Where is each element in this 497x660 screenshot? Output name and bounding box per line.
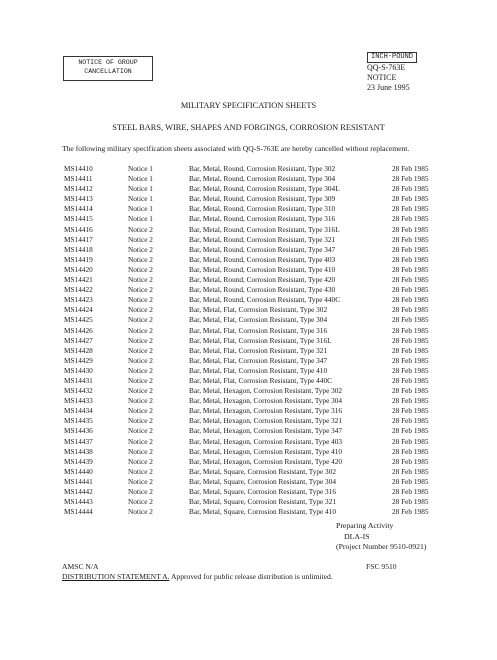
sheet-date: 28 Feb 1985 <box>392 436 429 446</box>
sheet-description: Bar, Metal, Hexagon, Corrosion Resistant, Type 304 <box>189 396 343 406</box>
notice-number: Notice 2 <box>128 426 153 436</box>
cancelled-sheets-table <box>64 164 444 517</box>
sheet-date: 28 Feb 1985 <box>392 507 429 517</box>
spec-sheet-number: MS14430 <box>64 365 93 375</box>
table-row <box>64 326 444 336</box>
notice-box-line2: CANCELLATION <box>84 68 132 75</box>
document-title: MILITARY SPECIFICATION SHEETS <box>180 101 317 110</box>
sheet-description: Bar, Metal, Hexagon, Corrosion Resistant, Type 302 <box>189 386 343 396</box>
table-row <box>64 346 444 356</box>
notice-number: Notice 2 <box>128 436 153 446</box>
sheet-date: 28 Feb 1985 <box>392 365 429 375</box>
table-row <box>64 336 444 346</box>
notice-number: Notice 2 <box>128 295 153 305</box>
sheet-description: Bar, Metal, Round, Corrosion Resistant, Type 347 <box>189 244 336 254</box>
table-row <box>64 447 444 457</box>
notice-number: Notice 2 <box>128 264 153 274</box>
preparing-activity-org: DLA-IS <box>344 531 370 541</box>
table-row <box>64 426 444 436</box>
sheet-description: Bar, Metal, Hexagon, Corrosion Resistant, Type 321 <box>189 416 343 426</box>
table-row <box>64 477 444 487</box>
notice-number: Notice 2 <box>128 446 153 456</box>
distribution-statement-text: Approved for public release distribution is unlimited. <box>169 572 333 581</box>
sheet-description: Bar, Metal, Square, Corrosion Resistant, Type 304 <box>189 476 337 486</box>
table-row <box>64 487 444 497</box>
table-row <box>64 225 444 235</box>
sheet-description: Bar, Metal, Round, Corrosion Resistant, Type 304 <box>189 174 336 184</box>
notice-number: Notice 1 <box>128 204 153 214</box>
spec-sheet-number: MS14433 <box>64 396 93 406</box>
notice-number: Notice 2 <box>128 244 153 254</box>
spec-sheet-number: MS14444 <box>64 507 93 517</box>
sheet-date: 28 Feb 1985 <box>392 164 429 173</box>
sheet-description: Bar, Metal, Round, Corrosion Resistant, Type 316L <box>189 224 340 234</box>
sheet-date: 28 Feb 1985 <box>392 275 429 285</box>
sheet-description: Bar, Metal, Flat, Corrosion Resistant, Type 410 <box>189 365 328 375</box>
sheet-description: Bar, Metal, Flat, Corrosion Resistant, Type 316L <box>189 335 332 345</box>
table-row <box>64 184 444 194</box>
sheet-description: Bar, Metal, Square, Corrosion Resistant, Type 316 <box>189 487 337 496</box>
sheet-description: Bar, Metal, Round, Corrosion Resistant, Type 410 <box>189 264 336 274</box>
spec-sheet-number: MS14435 <box>64 416 93 426</box>
notice-number: Notice 2 <box>128 305 153 315</box>
sheet-date: 28 Feb 1985 <box>392 194 429 204</box>
notice-number: Notice 2 <box>128 315 153 325</box>
notice-number: Notice 1 <box>128 184 153 194</box>
spec-sheet-number: MS14428 <box>64 345 93 355</box>
spec-sheet-number: MS14420 <box>64 264 93 274</box>
sheet-description: Bar, Metal, Round, Corrosion Resistant, Type 430 <box>189 285 336 295</box>
spec-sheet-number: MS14429 <box>64 355 93 365</box>
sheet-date: 28 Feb 1985 <box>392 264 429 274</box>
spec-sheet-number: MS14437 <box>64 436 93 446</box>
notice-of-group-cancellation-box <box>63 56 153 81</box>
spec-sheet-number: MS14412 <box>64 184 93 194</box>
sheet-description: Bar, Metal, Flat, Corrosion Resistant, Type 347 <box>189 355 328 365</box>
notice-number: Notice 2 <box>128 325 153 335</box>
spec-sheet-number: MS14416 <box>64 224 93 234</box>
notice-number: Notice 2 <box>128 497 153 507</box>
sheet-date: 28 Feb 1985 <box>392 497 429 507</box>
sheet-description: Bar, Metal, Round, Corrosion Resistant, Type 440C <box>189 295 341 305</box>
sheet-date: 28 Feb 1985 <box>392 386 429 396</box>
sheet-description: Bar, Metal, Round, Corrosion Resistant, Type 316 <box>189 214 336 224</box>
sheet-date: 28 Feb 1985 <box>392 487 429 496</box>
notice-box-line1: NOTICE OF GROUP <box>78 59 138 66</box>
sheet-date: 28 Feb 1985 <box>392 335 429 345</box>
spec-sheet-number: MS14425 <box>64 315 93 325</box>
sheet-date: 28 Feb 1985 <box>392 285 429 295</box>
sheet-date: 28 Feb 1985 <box>392 254 429 264</box>
sheet-date: 28 Feb 1985 <box>392 375 429 385</box>
notice-number: Notice 2 <box>128 345 153 355</box>
spec-sheet-number: MS14440 <box>64 466 93 476</box>
spec-sheet-number: MS14417 <box>64 234 93 244</box>
sheet-date: 28 Feb 1985 <box>392 305 429 315</box>
sheet-date: 28 Feb 1985 <box>392 466 429 476</box>
sheet-date: 28 Feb 1985 <box>392 184 429 194</box>
distribution-statement <box>62 572 333 581</box>
sheet-description: Bar, Metal, Hexagon, Corrosion Resistant, Type 316 <box>189 406 343 416</box>
notice-number: Notice 2 <box>128 355 153 365</box>
table-row <box>64 214 444 224</box>
spec-sheet-number: MS14415 <box>64 214 93 224</box>
spec-sheet-number: MS14413 <box>64 194 93 204</box>
sheet-description: Bar, Metal, Flat, Corrosion Resistant, Type 304 <box>189 315 328 325</box>
notice-number: Notice 2 <box>128 335 153 345</box>
spec-sheet-number: MS14422 <box>64 285 93 295</box>
sheet-description: Bar, Metal, Round, Corrosion Resistant, Type 420 <box>189 275 336 285</box>
spec-sheet-number: MS14423 <box>64 295 93 305</box>
spec-sheet-number: MS14434 <box>64 406 93 416</box>
table-row <box>64 235 444 245</box>
spec-sheet-number: MS14439 <box>64 456 93 466</box>
table-row <box>64 356 444 366</box>
spec-sheet-number: MS14418 <box>64 244 93 254</box>
sheet-date: 28 Feb 1985 <box>392 224 429 234</box>
document-subtitle: STEEL BARS, WIRE, SHAPES AND FORGINGS, CORROSION RESISTANT <box>112 123 385 132</box>
notice-number: Notice 1 <box>128 174 153 184</box>
table-row <box>64 194 444 204</box>
sheet-date: 28 Feb 1985 <box>392 396 429 406</box>
table-row <box>64 366 444 376</box>
table-row <box>64 457 444 467</box>
spec-sheet-number: MS14410 <box>64 164 93 173</box>
notice-number: Notice 2 <box>128 507 153 517</box>
sheet-date: 28 Feb 1985 <box>392 295 429 305</box>
preparing-activity-block <box>336 521 427 553</box>
notice-number: Notice 2 <box>128 224 153 234</box>
spec-sheet-number: MS14432 <box>64 386 93 396</box>
table-row <box>64 437 444 447</box>
sheet-date: 28 Feb 1985 <box>392 426 429 436</box>
sheet-date: 28 Feb 1985 <box>392 476 429 486</box>
fsc-code: FSC 9510 <box>366 562 397 571</box>
table-row <box>64 497 444 507</box>
sheet-date: 28 Feb 1985 <box>392 355 429 365</box>
spec-sheet-number: MS14431 <box>64 375 93 385</box>
sheet-description: Bar, Metal, Square, Corrosion Resistant, Type 410 <box>189 507 337 517</box>
notice-number: Notice 2 <box>128 365 153 375</box>
sheet-description: Bar, Metal, Flat, Corrosion Resistant, Type 302 <box>189 305 328 315</box>
sheet-description: Bar, Metal, Square, Corrosion Resistant, Type 302 <box>189 466 337 476</box>
table-row <box>64 245 444 255</box>
notice-number: Notice 1 <box>128 164 153 173</box>
spec-sheet-number: MS14438 <box>64 446 93 456</box>
notice-number: Notice 2 <box>128 386 153 396</box>
notice-number: Notice 2 <box>128 275 153 285</box>
table-row <box>64 416 444 426</box>
notice-number: Notice 2 <box>128 285 153 295</box>
sheet-date: 28 Feb 1985 <box>392 315 429 325</box>
notice-number: Notice 2 <box>128 375 153 385</box>
table-row <box>64 164 444 174</box>
sheet-description: Bar, Metal, Hexagon, Corrosion Resistant, Type 347 <box>189 426 343 436</box>
table-row <box>64 376 444 386</box>
sheet-description: Bar, Metal, Round, Corrosion Resistant, Type 304L <box>189 184 340 194</box>
notice-number: Notice 2 <box>128 466 153 476</box>
notice-number: Notice 1 <box>128 214 153 224</box>
table-row <box>64 406 444 416</box>
sheet-date: 28 Feb 1985 <box>392 406 429 416</box>
spec-sheet-number: MS14411 <box>64 174 93 184</box>
table-row <box>64 174 444 184</box>
sheet-description: Bar, Metal, Hexagon, Corrosion Resistant, Type 403 <box>189 436 343 446</box>
spec-sheet-number: MS14426 <box>64 325 93 335</box>
notice-number: Notice 2 <box>128 476 153 486</box>
sheet-date: 28 Feb 1985 <box>392 204 429 214</box>
document-identifier-block <box>367 51 417 93</box>
table-row <box>64 204 444 214</box>
table-row <box>64 507 444 517</box>
notice-number: Notice 2 <box>128 416 153 426</box>
table-row <box>64 315 444 325</box>
table-row <box>64 305 444 315</box>
spec-sheet-number: MS14436 <box>64 426 93 436</box>
sheet-date: 28 Feb 1985 <box>392 446 429 456</box>
sheet-description: Bar, Metal, Flat, Corrosion Resistant, Type 316 <box>189 325 328 335</box>
preparing-activity-label: Preparing Activity <box>336 521 394 530</box>
spec-sheet-number: MS14414 <box>64 204 93 214</box>
notice-number: Notice 2 <box>128 234 153 244</box>
sheet-description: Bar, Metal, Round, Corrosion Resistant, Type 310 <box>189 204 336 214</box>
sheet-date: 28 Feb 1985 <box>392 244 429 254</box>
sheet-date: 28 Feb 1985 <box>392 345 429 355</box>
document-number: QQ-S-763E <box>367 63 406 72</box>
sheet-date: 28 Feb 1985 <box>392 214 429 224</box>
sheet-description: Bar, Metal, Round, Corrosion Resistant, Type 302 <box>189 164 336 173</box>
spec-sheet-number: MS14424 <box>64 305 93 315</box>
sheet-description: Bar, Metal, Round, Corrosion Resistant, Type 321 <box>189 234 336 244</box>
sheet-date: 28 Feb 1985 <box>392 416 429 426</box>
notice-number: Notice 2 <box>128 396 153 406</box>
table-row <box>64 265 444 275</box>
spec-sheet-number: MS14421 <box>64 275 93 285</box>
notice-number: Notice 1 <box>128 194 153 204</box>
sheet-description: Bar, Metal, Flat, Corrosion Resistant, Type 321 <box>189 345 328 355</box>
table-row <box>64 386 444 396</box>
spec-sheet-number: MS14419 <box>64 254 93 264</box>
notice-number: Notice 2 <box>128 456 153 466</box>
table-row <box>64 275 444 285</box>
table-row <box>64 295 444 305</box>
table-row <box>64 467 444 477</box>
sheet-description: Bar, Metal, Round, Corrosion Resistant, Type 309 <box>189 194 336 204</box>
inch-pound-label: INCH-POUND <box>367 52 417 63</box>
table-row <box>64 396 444 406</box>
intro-paragraph: The following military specification sheets associated with QQ-S-763E are hereby cancelled without replacement. <box>62 144 410 153</box>
notice-number: Notice 2 <box>128 254 153 264</box>
sheet-date: 28 Feb 1985 <box>392 325 429 335</box>
spec-sheet-number: MS14443 <box>64 497 93 507</box>
spec-sheet-number: MS14441 <box>64 476 93 486</box>
sheet-date: 28 Feb 1985 <box>392 456 429 466</box>
sheet-description: Bar, Metal, Hexagon, Corrosion Resistant, Type 420 <box>189 456 343 466</box>
sheet-description: Bar, Metal, Round, Corrosion Resistant, Type 403 <box>189 254 336 264</box>
sheet-date: 28 Feb 1985 <box>392 234 429 244</box>
sheet-description: Bar, Metal, Square, Corrosion Resistant, Type 321 <box>189 497 337 507</box>
document-type: NOTICE <box>367 73 397 82</box>
table-row <box>64 255 444 265</box>
table-row <box>64 285 444 295</box>
sheet-description: Bar, Metal, Hexagon, Corrosion Resistant, Type 410 <box>189 446 343 456</box>
document-date: 23 June 1995 <box>367 83 410 92</box>
spec-sheet-number: MS14442 <box>64 487 93 496</box>
notice-number: Notice 2 <box>128 406 153 416</box>
spec-sheet-number: MS14427 <box>64 335 93 345</box>
distribution-statement-label: DISTRIBUTION STATEMENT A. <box>62 572 170 581</box>
amsc-code: AMSC N/A <box>62 562 99 571</box>
project-number: (Project Number 9510-0921) <box>336 542 427 551</box>
sheet-description: Bar, Metal, Flat, Corrosion Resistant, Type 440C <box>189 375 332 385</box>
notice-number: Notice 2 <box>128 487 153 496</box>
sheet-date: 28 Feb 1985 <box>392 174 429 184</box>
